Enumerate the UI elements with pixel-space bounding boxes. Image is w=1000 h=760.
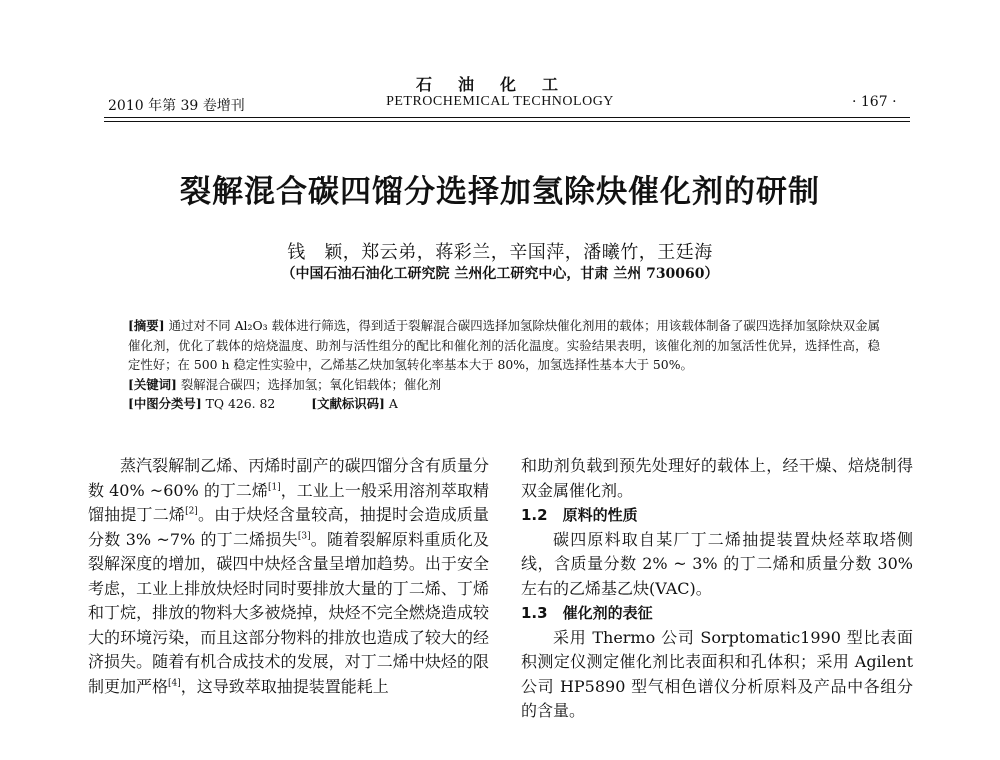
keywords-line xyxy=(128,375,880,395)
citation-3: [3] xyxy=(297,531,311,542)
abstract-paragraph xyxy=(128,316,880,375)
keywords-text: 裂解混合碳四；选择加氢；氧化铝载体；催化剂 xyxy=(180,376,442,392)
citation-1: [1] xyxy=(267,482,281,493)
affiliation: （中国石油石油化工研究院 兰州化工研究中心，甘肃 兰州 730060） xyxy=(281,266,719,282)
section-heading-1-3: 1.3 催化剂的表征 xyxy=(521,604,653,622)
intro-text-5: ，这导致萃取抽提装置能耗上 xyxy=(180,676,389,696)
intro-paragraph xyxy=(88,454,489,699)
issue-label: 2010 年第 39 卷增刊 xyxy=(108,98,245,114)
keywords-label: [关键词] xyxy=(128,376,177,392)
classification-line xyxy=(128,394,880,414)
author-list: 钱 颖，郑云弟，蒋彩兰，辛国萍，潘曦竹，王廷海 xyxy=(287,242,713,263)
paper-title: 裂解混合碳四馏分选择加氢除炔催化剂的研制 xyxy=(180,174,820,210)
journal-name-en: PETROCHEMICAL TECHNOLOGY xyxy=(386,94,614,109)
intro-text-2: ，工业上一般采用溶剂萃取精馏抽提丁二烯 xyxy=(88,480,489,524)
abstract-block xyxy=(128,316,880,414)
abstract-label: [摘要] xyxy=(128,318,165,333)
continued-paragraph: 和助剂负载到预先处理好的载体上，经干燥、焙烧制得双金属催化剂。 xyxy=(521,456,913,500)
body-column-right xyxy=(521,454,913,724)
header-rule-thick xyxy=(104,117,910,118)
section-1-2-paragraph: 碳四原料取自某厂丁二烯抽提装置炔烃萃取塔侧线，含质量分数 2% ~ 3% 的丁二烯和质量分数 30% 左右的乙烯基乙炔(VAC)。 xyxy=(521,529,913,598)
section-heading-1-2: 1.2 原料的性质 xyxy=(521,506,638,524)
intro-text-4: 。随着裂解原料重质化及裂解深度的增加，碳四中炔烃含量呈增加趋势。出于安全考虑，工业上排放炔烃时同时要排放大量的丁二烯、丁烯和丁烷，排放的物料大多被烧掉，炔烃不完全燃烧造成较大的环境污染，而且这部分物料的排放也造成了较大的经济损失。随着有机合成技术的发展，对丁二烯中炔烃的限制更加严格 xyxy=(88,529,489,696)
body-column-left xyxy=(88,454,489,699)
citation-2: [2] xyxy=(185,506,198,517)
page-number: · 167 · xyxy=(852,94,897,110)
doc-code-label: [文献标识码] xyxy=(311,396,385,411)
citation-4: [4] xyxy=(168,678,181,689)
clc-label: [中图分类号] xyxy=(128,396,202,411)
section-1-3-paragraph: 采用 Thermo 公司 Sorptomatic1990 型比表面积测定仪测定催化剂比表面积和孔体积；采用 Agilent 公司 HP5890 型气相色谱仪分析原料及产品中各组分的含量。 xyxy=(521,627,913,720)
header-rule-thin xyxy=(104,121,910,122)
intro-text-3: 。由于炔烃含量较高，抽提时会造成质量分数 3% ~7% 的丁二烯损失 xyxy=(88,505,489,549)
clc-value: TQ 426. 82 xyxy=(205,396,276,411)
doc-code-value: A xyxy=(388,396,398,411)
abstract-text: 通过对不同 Al₂O₃ 载体进行筛选，得到适于裂解混合碳四选择加氢除炔催化剂用的载体；用该载体制备了碳四选择加氢除炔双金属催化剂，优化了载体的焙烧温度、助剂与活性组分的配比和催化剂的活化温度。实验结果表明，该催化剂的加氢活性优异，选择性高，稳定性好；在 500 h 稳定性实验中，乙烯基乙炔加氢转化率基本大于 80%，加氢选择性基本大于 50%。 xyxy=(128,318,880,372)
intro-text-1: 蒸汽裂解制乙烯、丙烯时副产的碳四馏分含有质量分数 40% ~60% 的丁二烯 xyxy=(88,456,489,500)
journal-name-cn: 石油化工 xyxy=(415,75,584,94)
